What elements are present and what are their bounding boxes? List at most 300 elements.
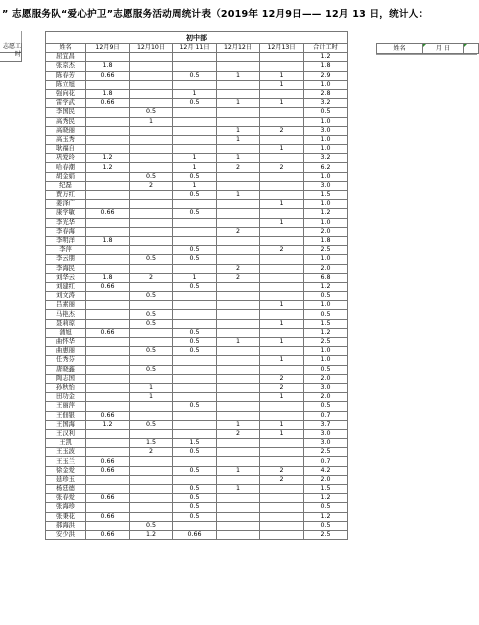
volunteer-name-cell[interactable]: 贾万红 bbox=[46, 191, 86, 200]
daily-hours-cell[interactable] bbox=[217, 301, 260, 310]
volunteer-name-cell[interactable]: 刘华云 bbox=[46, 273, 86, 282]
header-name[interactable]: 姓名 bbox=[46, 44, 86, 53]
total-hours-cell[interactable]: 1.5 bbox=[304, 319, 348, 328]
daily-hours-cell[interactable] bbox=[217, 172, 260, 181]
daily-hours-cell[interactable]: 2 bbox=[130, 181, 173, 190]
daily-hours-cell[interactable]: 0.66 bbox=[86, 466, 130, 475]
daily-hours-cell[interactable]: 1 bbox=[217, 420, 260, 429]
daily-hours-cell[interactable] bbox=[260, 273, 304, 282]
total-hours-cell[interactable]: 1.0 bbox=[304, 135, 348, 144]
total-hours-cell[interactable]: 1.2 bbox=[304, 282, 348, 291]
daily-hours-cell[interactable] bbox=[260, 310, 304, 319]
daily-hours-cell[interactable] bbox=[86, 475, 130, 484]
daily-hours-cell[interactable] bbox=[217, 181, 260, 190]
daily-hours-cell[interactable]: 0.66 bbox=[86, 457, 130, 466]
volunteer-name-cell[interactable]: 张京杰 bbox=[46, 62, 86, 71]
daily-hours-cell[interactable] bbox=[130, 62, 173, 71]
daily-hours-cell[interactable] bbox=[86, 218, 130, 227]
daily-hours-cell[interactable] bbox=[86, 301, 130, 310]
daily-hours-cell[interactable] bbox=[260, 457, 304, 466]
daily-hours-cell[interactable] bbox=[217, 218, 260, 227]
daily-hours-cell[interactable]: 0.66 bbox=[86, 512, 130, 521]
total-hours-cell[interactable]: 1.2 bbox=[304, 328, 348, 337]
daily-hours-cell[interactable]: 0.66 bbox=[86, 282, 130, 291]
daily-hours-cell[interactable]: 1.8 bbox=[86, 89, 130, 98]
volunteer-name-cell[interactable]: 李明洋 bbox=[46, 236, 86, 245]
daily-hours-cell[interactable] bbox=[260, 439, 304, 448]
total-hours-cell[interactable]: 1.2 bbox=[304, 512, 348, 521]
volunteer-name-cell[interactable]: 康学敏 bbox=[46, 209, 86, 218]
volunteer-name-cell[interactable]: 聂莉琼 bbox=[46, 319, 86, 328]
daily-hours-cell[interactable] bbox=[260, 494, 304, 503]
daily-hours-cell[interactable]: 1 bbox=[217, 71, 260, 80]
daily-hours-cell[interactable] bbox=[86, 503, 130, 512]
daily-hours-cell[interactable] bbox=[130, 411, 173, 420]
daily-hours-cell[interactable] bbox=[173, 218, 217, 227]
daily-hours-cell[interactable]: 0.66 bbox=[86, 71, 130, 80]
volunteer-name-cell[interactable]: 高秀民 bbox=[46, 117, 86, 126]
daily-hours-cell[interactable] bbox=[86, 338, 130, 347]
daily-hours-cell[interactable]: 0.5 bbox=[130, 172, 173, 181]
volunteer-name-cell[interactable]: 巩爱玲 bbox=[46, 154, 86, 163]
volunteer-name-cell[interactable]: 张秉花 bbox=[46, 512, 86, 521]
volunteer-name-cell[interactable]: 王佃银 bbox=[46, 411, 86, 420]
volunteer-name-cell[interactable]: 吕素丽 bbox=[46, 301, 86, 310]
daily-hours-cell[interactable] bbox=[86, 53, 130, 62]
total-hours-cell[interactable]: 1.0 bbox=[304, 218, 348, 227]
daily-hours-cell[interactable] bbox=[217, 80, 260, 89]
volunteer-name-cell[interactable]: 蒲旭 bbox=[46, 328, 86, 337]
total-hours-cell[interactable]: 3.0 bbox=[304, 429, 348, 438]
volunteer-name-cell[interactable]: 陶志国 bbox=[46, 374, 86, 383]
daily-hours-cell[interactable] bbox=[130, 429, 173, 438]
daily-hours-cell[interactable] bbox=[217, 521, 260, 530]
daily-hours-cell[interactable] bbox=[217, 448, 260, 457]
total-hours-cell[interactable]: 3.0 bbox=[304, 181, 348, 190]
total-hours-cell[interactable]: 0.7 bbox=[304, 411, 348, 420]
daily-hours-cell[interactable]: 0.66 bbox=[86, 411, 130, 420]
daily-hours-cell[interactable] bbox=[173, 521, 217, 530]
daily-hours-cell[interactable] bbox=[130, 227, 173, 236]
daily-hours-cell[interactable] bbox=[217, 53, 260, 62]
daily-hours-cell[interactable]: 0.5 bbox=[130, 347, 173, 356]
daily-hours-cell[interactable]: 2 bbox=[217, 429, 260, 438]
daily-hours-cell[interactable]: 1 bbox=[173, 273, 217, 282]
daily-hours-cell[interactable] bbox=[130, 356, 173, 365]
daily-hours-cell[interactable]: 1 bbox=[217, 466, 260, 475]
right-extra-cell[interactable] bbox=[463, 43, 479, 54]
daily-hours-cell[interactable] bbox=[86, 172, 130, 181]
total-hours-cell[interactable]: 2.9 bbox=[304, 71, 348, 80]
daily-hours-cell[interactable] bbox=[130, 53, 173, 62]
daily-hours-cell[interactable]: 1.2 bbox=[86, 420, 130, 429]
volunteer-name-cell[interactable]: 徐金爱 bbox=[46, 466, 86, 475]
daily-hours-cell[interactable] bbox=[173, 145, 217, 154]
volunteer-name-cell[interactable]: 唐晓鑫 bbox=[46, 365, 86, 374]
daily-hours-cell[interactable] bbox=[260, 135, 304, 144]
daily-hours-cell[interactable]: 2 bbox=[130, 448, 173, 457]
total-hours-cell[interactable]: 0.5 bbox=[304, 503, 348, 512]
total-hours-cell[interactable]: 1.5 bbox=[304, 485, 348, 494]
daily-hours-cell[interactable] bbox=[86, 374, 130, 383]
daily-hours-cell[interactable] bbox=[217, 356, 260, 365]
daily-hours-cell[interactable] bbox=[173, 301, 217, 310]
daily-hours-cell[interactable] bbox=[173, 420, 217, 429]
daily-hours-cell[interactable] bbox=[130, 503, 173, 512]
daily-hours-cell[interactable] bbox=[130, 218, 173, 227]
total-hours-cell[interactable]: 2.0 bbox=[304, 374, 348, 383]
daily-hours-cell[interactable] bbox=[217, 292, 260, 301]
total-hours-cell[interactable]: 1.0 bbox=[304, 356, 348, 365]
total-hours-cell[interactable]: 2.5 bbox=[304, 448, 348, 457]
daily-hours-cell[interactable]: 1 bbox=[260, 429, 304, 438]
total-hours-cell[interactable]: 1.8 bbox=[304, 62, 348, 71]
total-hours-cell[interactable]: 1.0 bbox=[304, 301, 348, 310]
daily-hours-cell[interactable] bbox=[86, 439, 130, 448]
daily-hours-cell[interactable]: 0.5 bbox=[130, 420, 173, 429]
total-hours-cell[interactable]: 2.0 bbox=[304, 264, 348, 273]
daily-hours-cell[interactable] bbox=[173, 80, 217, 89]
daily-hours-cell[interactable] bbox=[86, 310, 130, 319]
daily-hours-cell[interactable] bbox=[86, 126, 130, 135]
daily-hours-cell[interactable]: 2 bbox=[130, 273, 173, 282]
daily-hours-cell[interactable] bbox=[217, 439, 260, 448]
daily-hours-cell[interactable] bbox=[86, 347, 130, 356]
daily-hours-cell[interactable] bbox=[217, 89, 260, 98]
daily-hours-cell[interactable] bbox=[260, 227, 304, 236]
total-hours-cell[interactable]: 3.0 bbox=[304, 439, 348, 448]
daily-hours-cell[interactable] bbox=[173, 319, 217, 328]
daily-hours-cell[interactable] bbox=[217, 236, 260, 245]
daily-hours-cell[interactable] bbox=[86, 117, 130, 126]
total-hours-cell[interactable]: 3.0 bbox=[304, 126, 348, 135]
daily-hours-cell[interactable] bbox=[130, 475, 173, 484]
daily-hours-cell[interactable]: 1 bbox=[260, 420, 304, 429]
daily-hours-cell[interactable]: 1 bbox=[173, 163, 217, 172]
daily-hours-cell[interactable] bbox=[217, 402, 260, 411]
daily-hours-cell[interactable]: 1 bbox=[260, 200, 304, 209]
volunteer-name-cell[interactable]: 哈春潮 bbox=[46, 163, 86, 172]
daily-hours-cell[interactable] bbox=[217, 145, 260, 154]
header-total-hours[interactable]: 合计工时 bbox=[304, 44, 348, 53]
daily-hours-cell[interactable]: 0.5 bbox=[173, 485, 217, 494]
daily-hours-cell[interactable] bbox=[260, 521, 304, 530]
daily-hours-cell[interactable] bbox=[86, 383, 130, 392]
daily-hours-cell[interactable]: 1.2 bbox=[130, 530, 173, 539]
daily-hours-cell[interactable]: 1.8 bbox=[86, 62, 130, 71]
daily-hours-cell[interactable] bbox=[260, 172, 304, 181]
volunteer-name-cell[interactable]: 王玉波 bbox=[46, 448, 86, 457]
volunteer-name-cell[interactable]: 李春海 bbox=[46, 227, 86, 236]
total-hours-cell[interactable]: 2.0 bbox=[304, 393, 348, 402]
total-hours-cell[interactable]: 1.0 bbox=[304, 200, 348, 209]
daily-hours-cell[interactable]: 0.66 bbox=[86, 494, 130, 503]
daily-hours-cell[interactable] bbox=[86, 402, 130, 411]
daily-hours-cell[interactable] bbox=[217, 393, 260, 402]
volunteer-name-cell[interactable]: 胡金娟 bbox=[46, 172, 86, 181]
volunteer-name-cell[interactable]: 姜泽广 bbox=[46, 200, 86, 209]
daily-hours-cell[interactable]: 2 bbox=[217, 264, 260, 273]
volunteer-name-cell[interactable]: 高晓丽 bbox=[46, 126, 86, 135]
daily-hours-cell[interactable] bbox=[130, 71, 173, 80]
daily-hours-cell[interactable] bbox=[260, 530, 304, 539]
volunteer-name-cell[interactable]: 李光华 bbox=[46, 218, 86, 227]
daily-hours-cell[interactable] bbox=[173, 135, 217, 144]
daily-hours-cell[interactable] bbox=[173, 383, 217, 392]
daily-hours-cell[interactable] bbox=[217, 512, 260, 521]
daily-hours-cell[interactable]: 0.5 bbox=[173, 255, 217, 264]
total-hours-cell[interactable]: 2.0 bbox=[304, 227, 348, 236]
daily-hours-cell[interactable] bbox=[217, 383, 260, 392]
daily-hours-cell[interactable]: 0.5 bbox=[130, 365, 173, 374]
daily-hours-cell[interactable]: 1.2 bbox=[86, 154, 130, 163]
daily-hours-cell[interactable]: 2 bbox=[260, 383, 304, 392]
daily-hours-cell[interactable] bbox=[130, 264, 173, 273]
total-hours-cell[interactable]: 1.0 bbox=[304, 145, 348, 154]
daily-hours-cell[interactable] bbox=[217, 200, 260, 209]
header-dec10[interactable]: 12月10日 bbox=[130, 44, 173, 53]
daily-hours-cell[interactable] bbox=[130, 402, 173, 411]
daily-hours-cell[interactable]: 2 bbox=[260, 466, 304, 475]
daily-hours-cell[interactable] bbox=[130, 301, 173, 310]
daily-hours-cell[interactable]: 0.5 bbox=[173, 402, 217, 411]
daily-hours-cell[interactable] bbox=[86, 356, 130, 365]
daily-hours-cell[interactable]: 0.5 bbox=[173, 209, 217, 218]
volunteer-name-cell[interactable]: 安少洪 bbox=[46, 530, 86, 539]
daily-hours-cell[interactable]: 1 bbox=[217, 191, 260, 200]
daily-hours-cell[interactable]: 2 bbox=[260, 246, 304, 255]
volunteer-name-cell[interactable]: 王凯 bbox=[46, 439, 86, 448]
daily-hours-cell[interactable] bbox=[173, 264, 217, 273]
daily-hours-cell[interactable] bbox=[217, 209, 260, 218]
total-hours-cell[interactable]: 0.5 bbox=[304, 521, 348, 530]
daily-hours-cell[interactable] bbox=[86, 135, 130, 144]
daily-hours-cell[interactable] bbox=[130, 246, 173, 255]
daily-hours-cell[interactable] bbox=[130, 163, 173, 172]
daily-hours-cell[interactable] bbox=[260, 411, 304, 420]
daily-hours-cell[interactable] bbox=[86, 264, 130, 273]
total-hours-cell[interactable]: 1.0 bbox=[304, 347, 348, 356]
daily-hours-cell[interactable]: 0.5 bbox=[130, 319, 173, 328]
total-hours-cell[interactable]: 2.5 bbox=[304, 530, 348, 539]
daily-hours-cell[interactable] bbox=[86, 393, 130, 402]
daily-hours-cell[interactable]: 1 bbox=[173, 89, 217, 98]
daily-hours-cell[interactable] bbox=[217, 310, 260, 319]
total-hours-cell[interactable]: 0.7 bbox=[304, 457, 348, 466]
volunteer-name-cell[interactable]: 杨廷德 bbox=[46, 485, 86, 494]
volunteer-name-cell[interactable]: 田功金 bbox=[46, 393, 86, 402]
daily-hours-cell[interactable] bbox=[86, 292, 130, 301]
total-hours-cell[interactable]: 3.7 bbox=[304, 420, 348, 429]
daily-hours-cell[interactable]: 0.5 bbox=[173, 347, 217, 356]
daily-hours-cell[interactable]: 1 bbox=[260, 319, 304, 328]
daily-hours-cell[interactable] bbox=[130, 209, 173, 218]
total-hours-cell[interactable]: 2.5 bbox=[304, 338, 348, 347]
total-hours-cell[interactable]: 0.5 bbox=[304, 292, 348, 301]
daily-hours-cell[interactable] bbox=[260, 282, 304, 291]
total-hours-cell[interactable]: 0.5 bbox=[304, 310, 348, 319]
daily-hours-cell[interactable]: 1 bbox=[260, 393, 304, 402]
volunteer-name-cell[interactable]: 高玉秀 bbox=[46, 135, 86, 144]
daily-hours-cell[interactable] bbox=[86, 429, 130, 438]
daily-hours-cell[interactable]: 1 bbox=[173, 181, 217, 190]
daily-hours-cell[interactable] bbox=[260, 347, 304, 356]
daily-hours-cell[interactable] bbox=[260, 154, 304, 163]
daily-hours-cell[interactable]: 1.5 bbox=[130, 439, 173, 448]
daily-hours-cell[interactable]: 0.5 bbox=[173, 503, 217, 512]
daily-hours-cell[interactable] bbox=[217, 246, 260, 255]
daily-hours-cell[interactable] bbox=[260, 236, 304, 245]
daily-hours-cell[interactable] bbox=[217, 319, 260, 328]
volunteer-name-cell[interactable]: 延珍玉 bbox=[46, 475, 86, 484]
daily-hours-cell[interactable] bbox=[260, 53, 304, 62]
daily-hours-cell[interactable] bbox=[173, 365, 217, 374]
right-name-header[interactable]: 姓名 bbox=[376, 43, 423, 54]
daily-hours-cell[interactable]: 0.5 bbox=[173, 338, 217, 347]
total-hours-cell[interactable]: 6.2 bbox=[304, 163, 348, 172]
daily-hours-cell[interactable] bbox=[130, 485, 173, 494]
daily-hours-cell[interactable]: 0.5 bbox=[173, 172, 217, 181]
daily-hours-cell[interactable] bbox=[173, 108, 217, 117]
volunteer-name-cell[interactable]: 王丽萍 bbox=[46, 402, 86, 411]
total-hours-cell[interactable]: 3.2 bbox=[304, 99, 348, 108]
daily-hours-cell[interactable] bbox=[130, 494, 173, 503]
daily-hours-cell[interactable] bbox=[130, 99, 173, 108]
total-hours-cell[interactable]: 6.8 bbox=[304, 273, 348, 282]
daily-hours-cell[interactable] bbox=[130, 145, 173, 154]
daily-hours-cell[interactable] bbox=[217, 62, 260, 71]
daily-hours-cell[interactable]: 0.5 bbox=[173, 99, 217, 108]
daily-hours-cell[interactable]: 1 bbox=[260, 356, 304, 365]
daily-hours-cell[interactable]: 1 bbox=[260, 338, 304, 347]
total-hours-cell[interactable]: 3.2 bbox=[304, 154, 348, 163]
daily-hours-cell[interactable] bbox=[173, 411, 217, 420]
daily-hours-cell[interactable]: 0.5 bbox=[173, 191, 217, 200]
daily-hours-cell[interactable]: 0.5 bbox=[173, 282, 217, 291]
daily-hours-cell[interactable] bbox=[217, 347, 260, 356]
daily-hours-cell[interactable] bbox=[130, 282, 173, 291]
volunteer-name-cell[interactable]: 任秀芬 bbox=[46, 356, 86, 365]
daily-hours-cell[interactable]: 1 bbox=[260, 71, 304, 80]
volunteer-name-cell[interactable]: 纪磊 bbox=[46, 181, 86, 190]
daily-hours-cell[interactable]: 1.8 bbox=[86, 273, 130, 282]
total-hours-cell[interactable]: 1.0 bbox=[304, 117, 348, 126]
daily-hours-cell[interactable]: 1 bbox=[217, 126, 260, 135]
daily-hours-cell[interactable] bbox=[173, 126, 217, 135]
total-hours-cell[interactable]: 1.0 bbox=[304, 172, 348, 181]
daily-hours-cell[interactable] bbox=[130, 80, 173, 89]
daily-hours-cell[interactable]: 2 bbox=[217, 273, 260, 282]
total-hours-cell[interactable]: 1.5 bbox=[304, 191, 348, 200]
total-hours-cell[interactable]: 0.5 bbox=[304, 365, 348, 374]
daily-hours-cell[interactable]: 1 bbox=[217, 135, 260, 144]
daily-hours-cell[interactable] bbox=[86, 181, 130, 190]
daily-hours-cell[interactable]: 1 bbox=[217, 154, 260, 163]
daily-hours-cell[interactable] bbox=[86, 365, 130, 374]
daily-hours-cell[interactable]: 1.5 bbox=[173, 439, 217, 448]
daily-hours-cell[interactable]: 0.5 bbox=[130, 310, 173, 319]
volunteer-name-cell[interactable]: 王国海 bbox=[46, 420, 86, 429]
daily-hours-cell[interactable] bbox=[173, 310, 217, 319]
daily-hours-cell[interactable] bbox=[260, 503, 304, 512]
daily-hours-cell[interactable]: 0.66 bbox=[86, 530, 130, 539]
daily-hours-cell[interactable]: 0.66 bbox=[86, 209, 130, 218]
daily-hours-cell[interactable] bbox=[86, 191, 130, 200]
daily-hours-cell[interactable]: 0.5 bbox=[173, 71, 217, 80]
daily-hours-cell[interactable] bbox=[217, 530, 260, 539]
total-hours-cell[interactable]: 1.0 bbox=[304, 255, 348, 264]
daily-hours-cell[interactable] bbox=[217, 457, 260, 466]
volunteer-name-cell[interactable]: 曲怀华 bbox=[46, 338, 86, 347]
left-fragment-cell[interactable] bbox=[0, 53, 22, 62]
daily-hours-cell[interactable] bbox=[217, 365, 260, 374]
total-hours-cell[interactable]: 2.8 bbox=[304, 89, 348, 98]
volunteer-name-cell[interactable]: 陈春芳 bbox=[46, 71, 86, 80]
volunteer-name-cell[interactable]: 陈立旭 bbox=[46, 80, 86, 89]
total-hours-cell[interactable]: 2.0 bbox=[304, 475, 348, 484]
daily-hours-cell[interactable]: 0.5 bbox=[130, 255, 173, 264]
daily-hours-cell[interactable]: 2 bbox=[260, 126, 304, 135]
daily-hours-cell[interactable]: 2 bbox=[260, 163, 304, 172]
daily-hours-cell[interactable] bbox=[130, 338, 173, 347]
daily-hours-cell[interactable] bbox=[217, 475, 260, 484]
daily-hours-cell[interactable] bbox=[86, 485, 130, 494]
daily-hours-cell[interactable]: 2 bbox=[260, 374, 304, 383]
daily-hours-cell[interactable]: 2 bbox=[217, 227, 260, 236]
header-dec13[interactable]: 12月13日 bbox=[260, 44, 304, 53]
daily-hours-cell[interactable] bbox=[260, 181, 304, 190]
daily-hours-cell[interactable] bbox=[173, 292, 217, 301]
daily-hours-cell[interactable]: 1 bbox=[217, 99, 260, 108]
total-hours-cell[interactable]: 2.5 bbox=[304, 246, 348, 255]
daily-hours-cell[interactable] bbox=[217, 282, 260, 291]
daily-hours-cell[interactable]: 2 bbox=[217, 163, 260, 172]
daily-hours-cell[interactable] bbox=[260, 89, 304, 98]
daily-hours-cell[interactable]: 1 bbox=[260, 145, 304, 154]
daily-hours-cell[interactable] bbox=[260, 365, 304, 374]
daily-hours-cell[interactable] bbox=[86, 108, 130, 117]
volunteer-name-cell[interactable]: 耿福自 bbox=[46, 145, 86, 154]
daily-hours-cell[interactable] bbox=[130, 200, 173, 209]
daily-hours-cell[interactable]: 1 bbox=[130, 383, 173, 392]
daily-hours-cell[interactable] bbox=[130, 191, 173, 200]
daily-hours-cell[interactable] bbox=[173, 393, 217, 402]
daily-hours-cell[interactable] bbox=[173, 356, 217, 365]
total-hours-cell[interactable]: 1.2 bbox=[304, 209, 348, 218]
daily-hours-cell[interactable] bbox=[86, 521, 130, 530]
daily-hours-cell[interactable] bbox=[130, 457, 173, 466]
daily-hours-cell[interactable] bbox=[86, 255, 130, 264]
daily-hours-cell[interactable] bbox=[86, 448, 130, 457]
daily-hours-cell[interactable] bbox=[217, 255, 260, 264]
daily-hours-cell[interactable] bbox=[86, 227, 130, 236]
daily-hours-cell[interactable]: 1.2 bbox=[86, 163, 130, 172]
header-dec11[interactable]: 12月 11日 bbox=[173, 44, 217, 53]
daily-hours-cell[interactable] bbox=[260, 328, 304, 337]
daily-hours-cell[interactable] bbox=[130, 236, 173, 245]
volunteer-name-cell[interactable]: 郝海洪 bbox=[46, 521, 86, 530]
daily-hours-cell[interactable]: 0.5 bbox=[130, 108, 173, 117]
total-hours-cell[interactable]: 1.2 bbox=[304, 53, 348, 62]
daily-hours-cell[interactable] bbox=[173, 117, 217, 126]
daily-hours-cell[interactable] bbox=[260, 255, 304, 264]
daily-hours-cell[interactable] bbox=[217, 411, 260, 420]
daily-hours-cell[interactable] bbox=[217, 374, 260, 383]
daily-hours-cell[interactable]: 1 bbox=[260, 218, 304, 227]
daily-hours-cell[interactable]: 0.5 bbox=[173, 448, 217, 457]
daily-hours-cell[interactable]: 1 bbox=[217, 485, 260, 494]
daily-hours-cell[interactable] bbox=[260, 402, 304, 411]
